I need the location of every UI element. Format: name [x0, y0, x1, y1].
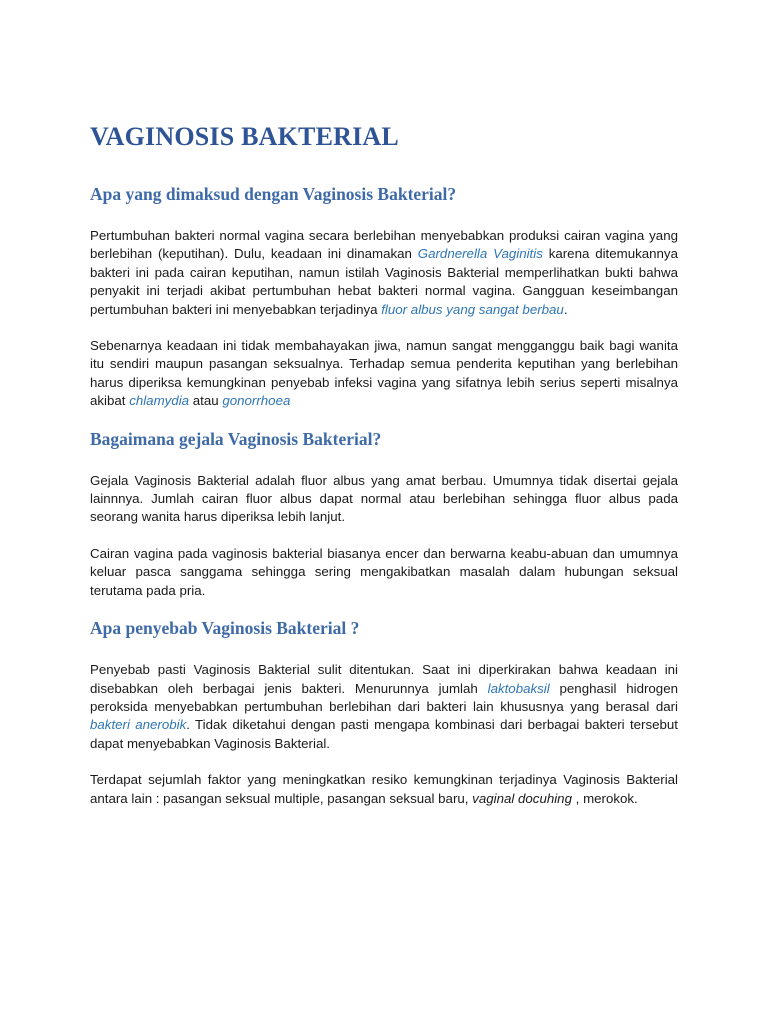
paragraph-text: atau — [189, 393, 223, 409]
term-link[interactable]: Gardnerella Vaginitis — [417, 246, 543, 262]
paragraph — [90, 227, 678, 319]
italic-term: vaginal docuhing — [472, 790, 572, 806]
paragraph-text: Pertumbuhan bakteri normal vagina secara berlebihan menyebabkan produksi cairan vagina yang berlebihan (keputihan). Dulu, keadaan ini dinamakan — [90, 228, 678, 262]
section-heading: Bagaimana gejala Vaginosis Bakterial? — [90, 428, 382, 449]
section-definition — [90, 184, 678, 411]
paragraph — [90, 771, 678, 808]
paragraph — [90, 337, 678, 411]
section-heading: Apa yang dimaksud dengan Vaginosis Bakterial? — [90, 184, 457, 204]
paragraph-text: , merokok. — [571, 790, 638, 806]
paragraph-text: karena ditemukannya bakteri ini pada cairan keputihan, namun istilah Vaginosis Bakterial memperlihatkan bukti bahwa penyakit ini terjadi akibat pertumbuhan hebat bakteri normal vagina. Gangguan keseimbangan pertumbuhan bakteri ini menyebabkan terjadinya — [90, 246, 678, 317]
paragraph-text: Penyebab pasti Vaginosis Bakterial sulit ditentukan. Saat ini diperkirakan bahwa keadaan ini disebabkan oleh berbagai jenis bakteri. Menurunnya jumlah — [90, 662, 678, 696]
term-link[interactable]: gonorrhoea — [222, 393, 291, 409]
section-symptoms — [90, 429, 678, 600]
paragraph: Gejala Vaginosis Bakterial adalah fluor albus yang amat berbau. Umumnya tidak disertai gejala lainnnya. Jumlah cairan fluor albus dapat normal atau berlebihan sehingga fluor albus pada seorang wanita harus diperiksa lebih lanjut. — [90, 472, 678, 525]
paragraph-text: Terdapat sejumlah faktor yang meningkatkan resiko kemungkinan terjadinya Vaginosis Bakterial antara lain : pasangan seksual multiple, pasangan seksual baru, — [90, 772, 678, 806]
page-title: VAGINOSIS BAKTERIAL — [90, 122, 399, 151]
term-link[interactable]: bakteri anerobik — [90, 717, 187, 733]
paragraph-text: Sebenarnya keadaan ini tidak membahayakan jiwa, namun sangat mengganggu baik bagi wanita itu sendiri maupun pasangan seksualnya. Terhadap semua penderita keputihan yang berlebihan harus diperiksa kemungkinan penyebab infeksi vagina yang sifatnya lebih serius seperti misalnya akibat — [90, 338, 678, 409]
paragraph — [90, 661, 678, 753]
paragraph-text: . — [563, 301, 568, 317]
section-heading: Apa penyebab Vaginosis Bakterial ? — [90, 618, 360, 639]
term-link[interactable]: fluor albus yang sangat berbau — [381, 301, 564, 317]
term-link[interactable]: laktobaksil — [487, 680, 550, 696]
paragraph-text: . Tidak diketahui dengan pasti mengapa kombinasi dari berbagai bakteri tersebut dapat menyebabkan Vaginosis Bakterial. — [90, 717, 678, 751]
paragraph: Cairan vagina pada vaginosis bakterial biasanya encer dan berwarna keabu-abuan dan umumnya keluar pasca sanggama sehingga sering mengakibatkan masalah dalam hubungan seksual terutama pada pria. — [90, 545, 678, 598]
paragraph-text: penghasil hidrogen peroksida menyebabkan pertumbuhan berlebihan dari bakteri lain khususnya yang berasal dari — [90, 680, 678, 714]
term-link[interactable]: chlamydia — [129, 393, 190, 409]
section-causes — [90, 618, 678, 808]
